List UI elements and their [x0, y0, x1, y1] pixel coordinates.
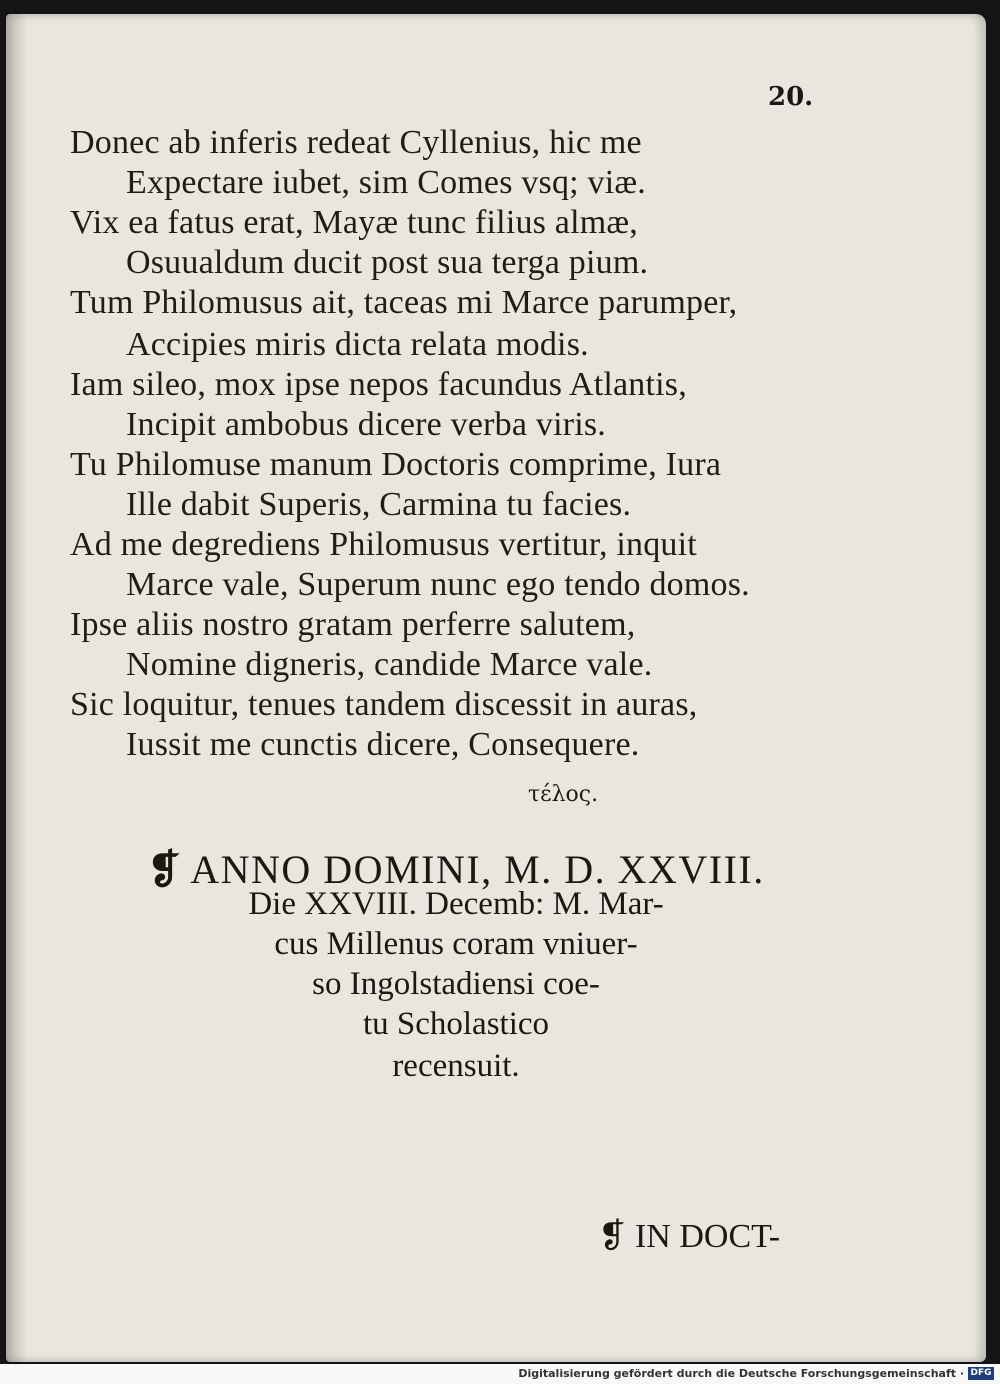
colophon-line: recensuit. — [392, 1048, 520, 1084]
verse-line: Osuualdum ducit post sua terga pium. — [126, 244, 649, 281]
catchword: ❡ IN DOCT- — [598, 1218, 781, 1255]
verse-line: Iam sileo, mox ipse nepos facundus Atlantis, — [70, 366, 687, 403]
verse-line: Tu Philomuse manum Doctoris comprime, Iura — [70, 446, 722, 483]
telos-mark: τέλος. — [528, 782, 599, 807]
book-page — [6, 14, 986, 1362]
funding-credit: Digitalisierung gefördert durch die Deutsche Forschungsgemeinschaft · — [518, 1367, 964, 1380]
verse-line: Marce vale, Superum nunc ego tendo domos. — [126, 566, 750, 603]
verse-line: Tum Philomusus ait, taceas mi Marce parumper, — [70, 284, 738, 321]
colophon-line: cus Millenus coram vniuer- — [274, 926, 638, 962]
verse-line: Sic loquitur, tenues tandem discessit in auras, — [70, 686, 698, 723]
verse-line: Incipit ambobus dicere verba viris. — [126, 406, 607, 443]
verse-line: Iussit me cunctis dicere, Consequere. — [126, 726, 640, 763]
verse-line: Vix ea fatus erat, Mayæ tunc filius almæ, — [70, 204, 638, 241]
verse-line: Donec ab inferis redeat Cyllenius, hic me — [70, 124, 642, 161]
verse-line: Nomine digneris, candide Marce vale. — [126, 646, 653, 683]
verse-line: Ille dabit Superis, Carmina tu facies. — [126, 486, 632, 523]
colophon-line: so Ingolstadiensi coe- — [312, 966, 600, 1002]
verse-line: Ipse aliis nostro gratam perferre salutem, — [70, 606, 636, 643]
verse-line: Expectare iubet, sim Comes vsq; viæ. — [126, 164, 646, 201]
pilcrow-icon: ❡ — [147, 847, 183, 892]
digitization-footer — [0, 1364, 1000, 1384]
colophon-line: Die XXVIII. Decemb: M. Mar- — [248, 886, 664, 922]
colophon-heading-text: ANNO DOMINI, M. D. XXVIII. — [190, 847, 765, 892]
dfg-logo: DFG — [968, 1367, 994, 1380]
verse-line: Accipies miris dicta relata modis. — [126, 326, 589, 363]
verse-line: Ad me degrediens Philomusus vertitur, inquit — [70, 526, 697, 563]
colophon-line: tu Scholastico — [362, 1006, 550, 1042]
page-number: 20. — [768, 82, 814, 112]
